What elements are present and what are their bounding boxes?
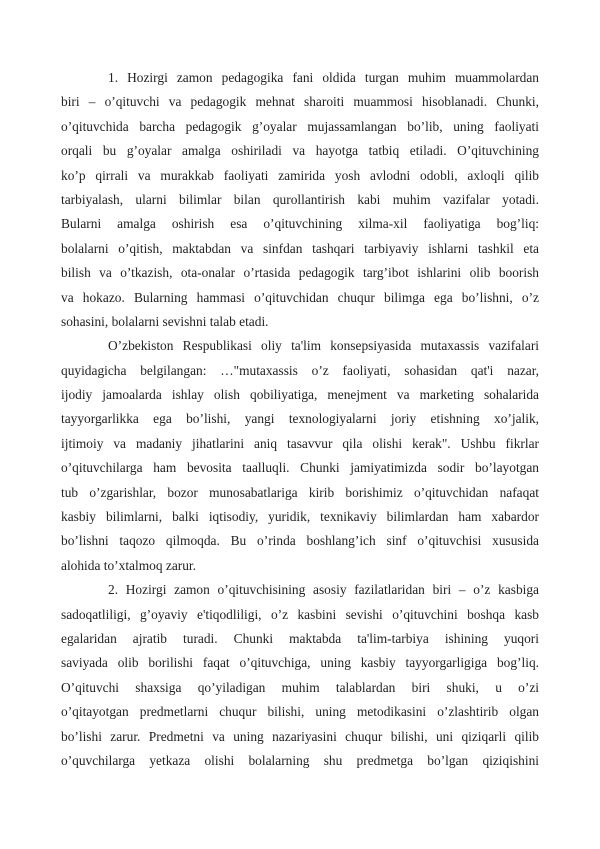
text-line: va hokazo. Bularning hammasi o’qituvchidan chuqur bilimga ega bo’lishni, o’z — [61, 289, 539, 305]
text-line: O’qituvchi shaxsiga qo’yiladigan muhim talablardan biri shuki, u o’zi — [61, 679, 539, 695]
text-line: orqali bu g’oyalar amalga oshiriladi va hayotga tatbiq etiladi. O’qituvchining — [61, 143, 539, 159]
text-line: biri – o’qituvchi va pedagogik mehnat sharoiti muammosi hisoblanadi. Chunki, — [61, 94, 539, 110]
text-line: tub o’zgarishlar, bozor munosabatlariga kirib borishimiz o’qituvchidan nafaqat — [61, 484, 539, 500]
text-line: saviyada olib borilishi faqat o’qituvchiga, uning kasbiy tayyorgarligiga bog’liq. — [61, 655, 539, 671]
text-line: ijtimoiy va madaniy jihatlarini aniq tasavvur qila olishi kerak". Ushbu fikrlar — [61, 435, 539, 451]
text-line: o’qituvchida barcha pedagogik g’oyalar mujassamlangan bo’lib, uning faoliyati — [61, 118, 539, 134]
text-line: tayyorgarlikka ega bo’lishi, yangi texnologiyalarni joriy etishning xo’jalik, — [61, 411, 539, 427]
text-line: bilish va o’tkazish, ota-onalar o’rtasida pedagogik targ’ibot ishlarini olib boorish — [61, 265, 539, 281]
text-line: 2. Hozirgi zamon o’qituvchisining asosiy fazilatlaridan biri – o’z kasbiga — [108, 582, 539, 598]
text-line: egalaridan ajratib turadi. Chunki maktabda ta'lim-tarbiya ishining yuqori — [61, 630, 539, 646]
text-line: o’qitayotgan predmetlarni chuqur bilishi, uning metodikasini o’zlashtirib olgan — [61, 704, 539, 720]
document-body — [61, 66, 539, 773]
text-line: tarbiyalash, ularni bilimlar bilan qurollantirish kabi muhim vazifalar yotadi. — [61, 191, 539, 207]
text-line: alohida to’xtalmoq zarur. — [61, 557, 196, 573]
paragraph-1 — [61, 66, 539, 334]
text-line: sohasini, bolalarni sevishni talab etadi. — [61, 313, 269, 329]
text-line: O’zbekiston Respublikasi oliy ta'lim konsepsiyasida mutaxassis vazifalari — [108, 338, 539, 354]
text-line: o’qituvchilarga ham bevosita taalluqli. Chunki jamiyatimizda sodir bo’layotgan — [61, 460, 539, 476]
text-line: bo’lishni taqozo qilmoqda. Bu o’rinda boshlang’ich sinf o’qituvchisi xususida — [61, 533, 539, 549]
text-line: Bularni amalga oshirish esa o’qituvchining xilma-xil faoliyatiga bog’liq: — [61, 216, 539, 232]
text-line: bo’lishi zarur. Predmetni va uning nazariyasini chuqur bilishi, uni qiziqarli qilib — [61, 728, 539, 744]
text-line: 1. Hozirgi zamon pedagogika fani oldida turgan muhim muammolardan — [108, 70, 539, 85]
text-line: kasbiy bilimlarni, balki iqtisodiy, yuridik, texnikaviy bilimlardan ham xabardor — [61, 509, 539, 525]
text-line: sadoqatliligi, g’oyaviy e'tiqodliligi, o’z kasbini sevishi o’qituvchini boshqa kasb — [61, 606, 539, 622]
text-line: bolalarni o’qitish, maktabdan va sinfdan tashqari tarbiyaviy ishlarni tashkil eta — [61, 240, 539, 256]
paragraph-3 — [61, 578, 539, 773]
paragraph-2 — [61, 334, 539, 578]
text-line: o’quvchilarga yetkaza olishi bolalarning shu predmetga bo’lgan qiziqishini — [61, 752, 539, 768]
text-line: ko’p qirrali va murakkab faoliyati zamirida yosh avlodni odobli, axloqli qilib — [61, 167, 539, 183]
text-line: ijodiy jamoalarda ishlay olish qobiliyatiga, menejment va marketing sohalarida — [61, 387, 539, 403]
text-line: quyidagicha belgilangan: …"mutaxassis o’z faoliyati, sohasidan qat'i nazar, — [61, 362, 539, 378]
